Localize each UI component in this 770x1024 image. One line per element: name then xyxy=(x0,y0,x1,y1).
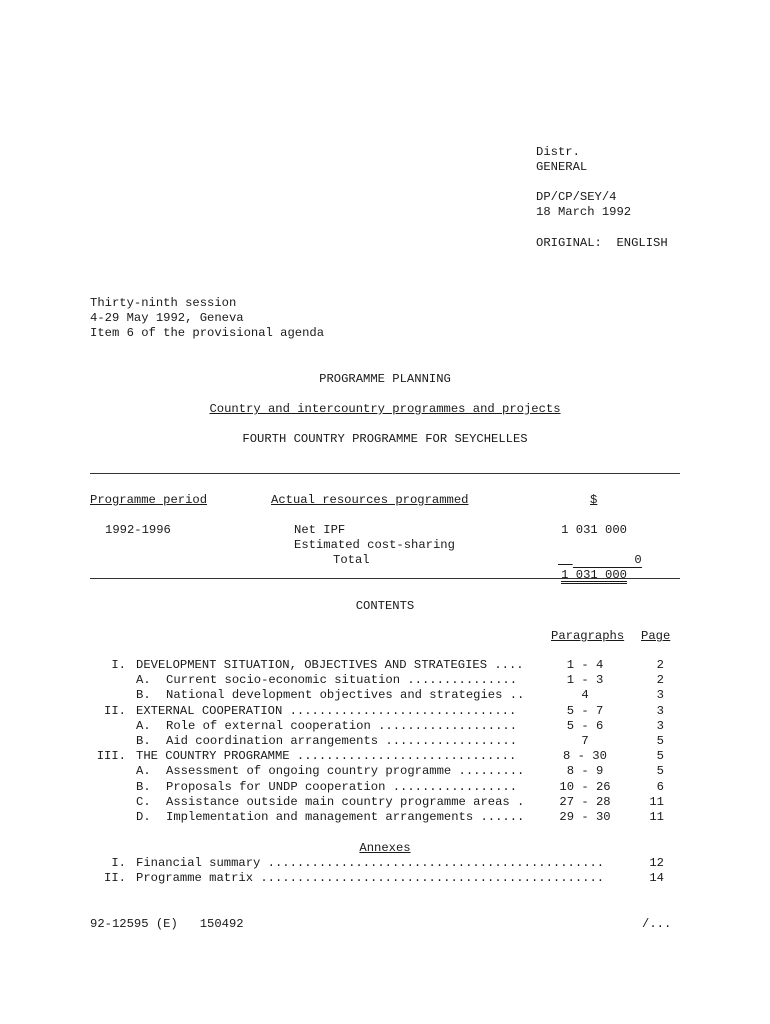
toc-section-letter: B. xyxy=(136,688,151,703)
toc-paragraphs: 4 xyxy=(581,688,589,703)
toc-row xyxy=(0,749,770,764)
distr-label: Distr. xyxy=(536,145,580,159)
col-programme-period: Programme period xyxy=(90,493,208,507)
toc-page: 2 xyxy=(656,658,664,672)
toc-paragraphs: 5 - 7 xyxy=(566,703,604,718)
toc-page: 3 xyxy=(656,703,664,718)
document-date: 18 March 1992 xyxy=(536,205,632,219)
programme-period: 1992-1996 xyxy=(105,523,171,537)
resource-value-net-ipf: 1 031 000 xyxy=(561,523,627,537)
toc-paragraphs: 1 - 3 xyxy=(566,673,604,688)
toc-row xyxy=(0,719,770,734)
toc-entry-text: Assessment of ongoing country programme ......... xyxy=(166,764,525,779)
toc-page: 5 xyxy=(656,749,664,764)
toc-row xyxy=(0,734,770,749)
toc-page: 11 xyxy=(649,810,664,824)
toc-row xyxy=(0,658,770,673)
toc-section-letter: B. xyxy=(136,779,151,794)
session-name: Thirty-ninth session xyxy=(90,296,237,310)
col-actual-resources: Actual resources programmed xyxy=(271,493,469,507)
resource-label-total: Total xyxy=(333,553,370,567)
col-currency: $ xyxy=(590,493,598,507)
distribution-general: GENERAL xyxy=(536,160,588,174)
toc-row xyxy=(0,704,770,719)
toc-section-letter: C. xyxy=(136,794,151,809)
annex-text: Programme matrix ............................................... xyxy=(136,871,605,886)
toc-entry-text: DEVELOPMENT SITUATION, OBJECTIVES AND STRATEGIES .... xyxy=(136,658,524,672)
toc-paragraphs: 10 - 26 xyxy=(559,779,611,794)
resource-value-total: 1 031 000 xyxy=(561,568,627,582)
toc-page: 11 xyxy=(649,794,664,809)
toc-paragraphs: 29 - 30 xyxy=(559,810,611,824)
job-number: 92-12595 (E) 150492 xyxy=(90,917,244,931)
toc-entry-text: Role of external cooperation ................... xyxy=(166,718,518,733)
toc-row xyxy=(0,810,770,825)
toc-row xyxy=(0,764,770,779)
toc-page: 2 xyxy=(656,673,664,688)
toc-section-letter: A. xyxy=(136,718,151,733)
toc-entry-text: Aid coordination arrangements .................. xyxy=(166,734,518,748)
toc-entry-text: Implementation and management arrangements ...... xyxy=(166,810,525,824)
annex-number: I. xyxy=(111,856,126,870)
contents-title: CONTENTS xyxy=(355,599,415,613)
toc-chapter-number: III. xyxy=(96,749,126,764)
annex-row xyxy=(0,871,770,886)
toc-page: 6 xyxy=(656,779,664,794)
annex-text: Financial summary .............................................. xyxy=(136,856,605,870)
agenda-item: Item 6 of the provisional agenda xyxy=(90,326,325,340)
toc-entry-text: THE COUNTRY PROGRAMME .............................. xyxy=(136,749,517,764)
annex-number: II. xyxy=(104,871,126,886)
col-page: Page xyxy=(641,629,671,643)
toc-paragraphs: 1 - 4 xyxy=(566,658,604,672)
toc-entry-text: EXTERNAL COOPERATION ............................... xyxy=(136,703,517,718)
toc-section-letter: D. xyxy=(136,810,151,824)
toc-chapter-number: II. xyxy=(104,703,126,718)
continued-marker: /... xyxy=(642,917,672,931)
toc-page: 3 xyxy=(656,718,664,733)
toc-page: 5 xyxy=(656,734,664,748)
resource-label-cost-sharing: Estimated cost-sharing xyxy=(294,538,455,552)
toc-entry-text: Assistance outside main country programme areas . xyxy=(166,794,525,809)
toc-paragraphs: 5 - 6 xyxy=(566,718,604,733)
table-top-rule xyxy=(90,473,680,474)
annex-page: 14 xyxy=(649,871,664,886)
toc-chapter-number: I. xyxy=(111,658,126,672)
document-symbol: DP/CP/SEY/4 xyxy=(536,190,617,204)
table-bottom-rule xyxy=(90,578,680,579)
document-title: FOURTH COUNTRY PROGRAMME FOR SEYCHELLES xyxy=(242,432,528,446)
toc-paragraphs: 8 - 30 xyxy=(563,749,607,764)
toc-row xyxy=(0,673,770,688)
toc-page: 5 xyxy=(656,764,664,779)
resource-label-net-ipf: Net IPF xyxy=(294,523,346,537)
annex-row xyxy=(0,856,770,871)
toc-row xyxy=(0,688,770,703)
toc-paragraphs: 27 - 28 xyxy=(559,794,611,809)
toc-section-letter: B. xyxy=(136,734,151,748)
toc-page: 3 xyxy=(656,688,664,703)
col-paragraphs: Paragraphs xyxy=(551,629,625,643)
toc-section-letter: A. xyxy=(136,764,151,779)
toc-entry-text: Proposals for UNDP cooperation ................. xyxy=(166,779,518,794)
toc-entry-text: Current socio-economic situation ............... xyxy=(166,673,518,688)
annexes-title: Annexes xyxy=(359,841,411,855)
original-language: ORIGINAL: ENGLISH xyxy=(536,236,668,250)
toc-entry-text: National development objectives and strategies .. xyxy=(166,688,525,703)
toc-row xyxy=(0,780,770,795)
toc-paragraphs: 8 - 9 xyxy=(566,764,604,779)
session-dates: 4-29 May 1992, Geneva xyxy=(90,311,244,325)
toc-section-letter: A. xyxy=(136,673,151,688)
resource-value-cost-sharing: 0 xyxy=(558,538,627,568)
toc-paragraphs: 7 xyxy=(581,734,589,748)
annex-page: 12 xyxy=(649,856,664,870)
section-heading: PROGRAMME PLANNING xyxy=(319,372,451,386)
toc-row xyxy=(0,795,770,810)
subtitle: Country and intercountry programmes and projects xyxy=(209,402,561,416)
